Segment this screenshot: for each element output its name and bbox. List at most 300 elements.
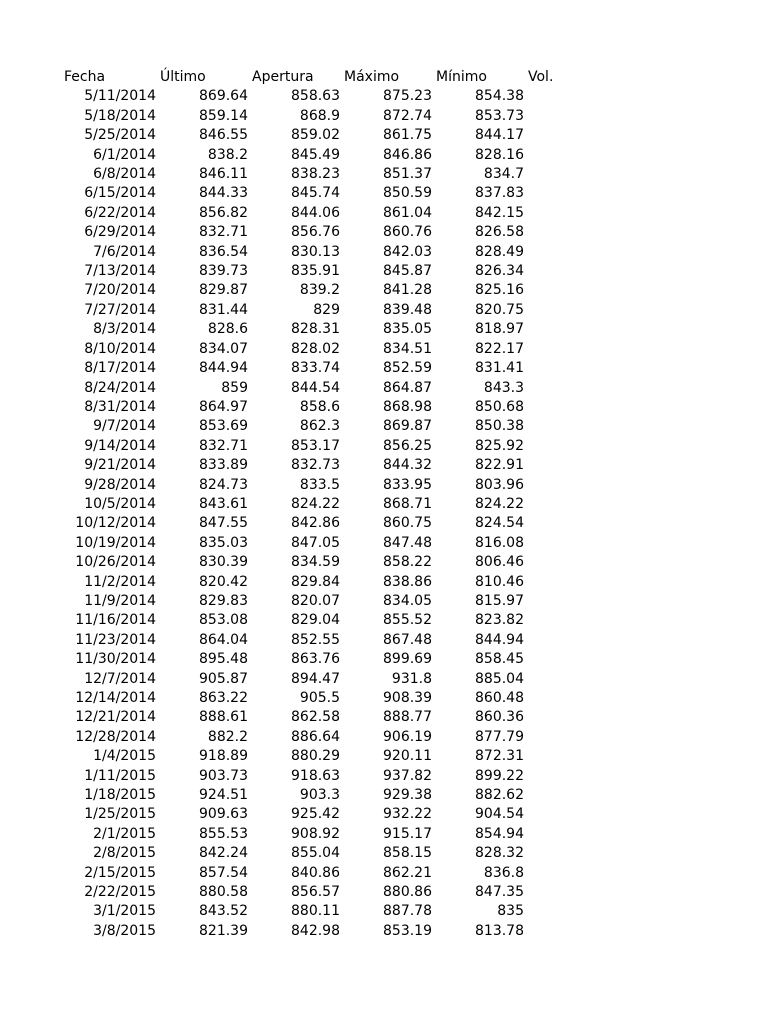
cell-minimo: 853.73 (475, 107, 524, 124)
cell-minimo: 844.17 (475, 127, 524, 144)
cell-maximo: 868.98 (383, 398, 432, 415)
cell-ultimo: 820.42 (199, 573, 248, 590)
cell-apertura: 855.04 (291, 845, 340, 862)
cell-fecha: 10/5/2014 (84, 495, 156, 512)
cell-maximo: 899.69 (383, 651, 432, 668)
cell-ultimo: 905.87 (199, 670, 248, 687)
cell-vol (524, 883, 584, 902)
cell-ultimo: 864.04 (199, 631, 248, 648)
cell-maximo: 852.59 (383, 360, 432, 377)
cell-maximo: 915.17 (383, 825, 432, 842)
cell-fecha: 10/19/2014 (75, 534, 156, 551)
cell-ultimo: 857.54 (199, 864, 248, 881)
cell-ultimo: 833.89 (199, 457, 248, 474)
cell-vol (524, 553, 584, 572)
cell-fecha: 8/3/2014 (93, 321, 156, 338)
cell-maximo: 872.74 (383, 107, 432, 124)
cell-vol (524, 223, 584, 242)
cell-maximo: 850.59 (383, 185, 432, 202)
cell-minimo: 850.38 (475, 418, 524, 435)
cell-fecha: 10/12/2014 (75, 515, 156, 532)
cell-apertura: 838.23 (291, 166, 340, 183)
table-row (60, 767, 584, 786)
cell-vol (524, 844, 584, 863)
cell-maximo: 833.95 (383, 476, 432, 493)
table-row (60, 495, 584, 514)
cell-vol (524, 650, 584, 669)
cell-vol (524, 767, 584, 786)
table-row (60, 437, 584, 456)
cell-fecha: 7/6/2014 (93, 243, 156, 260)
cell-apertura: 840.86 (291, 864, 340, 881)
cell-fecha: 5/25/2014 (84, 127, 156, 144)
cell-fecha: 12/14/2014 (75, 690, 156, 706)
cell-minimo: 844.94 (475, 631, 524, 648)
cell-vol (524, 437, 584, 456)
cell-maximo: 932.22 (383, 806, 432, 823)
cell-ultimo: 830.39 (199, 554, 248, 571)
cell-vol (524, 126, 584, 145)
cell-fecha: 2/22/2015 (84, 884, 156, 901)
cell-maximo: 858.15 (383, 845, 432, 862)
cell-minimo: 834.7 (483, 166, 524, 183)
cell-minimo: 831.41 (475, 360, 524, 377)
cell-ultimo: 847.55 (199, 515, 248, 532)
table-row (60, 689, 584, 708)
cell-maximo: 839.48 (383, 301, 432, 318)
cell-apertura: 829.04 (291, 612, 340, 629)
price-history-table (60, 68, 584, 941)
cell-minimo: 815.97 (475, 592, 524, 609)
spreadsheet (60, 68, 584, 941)
table-row (60, 922, 584, 941)
cell-minimo: 836.8 (483, 864, 524, 881)
cell-fecha: 12/7/2014 (84, 670, 156, 687)
table-row (60, 476, 584, 495)
cell-minimo: 877.79 (475, 728, 524, 745)
cell-maximo: 929.38 (383, 787, 432, 804)
cell-maximo: 867.48 (383, 631, 432, 648)
cell-vol (524, 398, 584, 417)
cell-vol (524, 708, 584, 727)
cell-fecha: 9/21/2014 (84, 457, 156, 474)
table-row (60, 379, 584, 398)
table-row (60, 553, 584, 572)
cell-vol (524, 786, 584, 805)
cell-ultimo: 838.2 (207, 146, 248, 163)
cell-vol (524, 534, 584, 553)
cell-ultimo: 869.64 (199, 88, 248, 105)
cell-minimo: 824.54 (475, 515, 524, 532)
cell-ultimo: 834.07 (199, 340, 248, 357)
cell-maximo: 906.19 (383, 728, 432, 745)
table-row (60, 165, 584, 184)
cell-apertura: 845.74 (291, 185, 340, 202)
cell-ultimo: 832.71 (199, 437, 248, 454)
table-row (60, 728, 584, 747)
cell-apertura: 903.3 (299, 787, 340, 804)
cell-apertura: 908.92 (291, 825, 340, 842)
cell-apertura: 886.64 (291, 728, 340, 745)
table-row (60, 456, 584, 475)
cell-ultimo: 846.11 (199, 166, 248, 183)
cell-minimo: 904.54 (475, 806, 524, 823)
cell-vol (524, 417, 584, 436)
cell-apertura: 842.98 (291, 922, 340, 939)
cell-apertura: 845.49 (291, 146, 340, 163)
cell-vol (524, 631, 584, 650)
table-row (60, 359, 584, 378)
table-row (60, 262, 584, 281)
cell-apertura: 835.91 (291, 263, 340, 280)
cell-apertura: 858.6 (299, 398, 340, 415)
cell-maximo: 869.87 (383, 418, 432, 435)
table-row (60, 146, 584, 165)
cell-fecha: 1/11/2015 (84, 767, 156, 784)
cell-ultimo: 856.82 (199, 204, 248, 221)
header-apertura: Apertura (252, 69, 314, 85)
cell-minimo: 825.92 (475, 437, 524, 454)
header-fecha: Fecha (64, 69, 106, 85)
cell-apertura: 828.31 (291, 321, 340, 338)
cell-minimo: 828.32 (475, 845, 524, 862)
cell-minimo: 854.38 (475, 88, 524, 105)
table-row (60, 592, 584, 611)
cell-maximo: 842.03 (383, 243, 432, 260)
table-row (60, 320, 584, 339)
cell-fecha: 2/8/2015 (93, 845, 156, 862)
cell-ultimo: 828.6 (207, 321, 248, 338)
cell-apertura: 824.22 (291, 495, 340, 512)
cell-ultimo: 835.03 (199, 534, 248, 551)
cell-vol (524, 204, 584, 223)
cell-ultimo: 882.2 (207, 728, 248, 745)
cell-apertura: 856.57 (291, 884, 340, 901)
cell-ultimo: 842.24 (199, 845, 248, 862)
cell-vol (524, 728, 584, 747)
cell-vol (524, 611, 584, 630)
cell-fecha: 7/20/2014 (84, 282, 156, 299)
cell-vol (524, 107, 584, 126)
cell-apertura: 830.13 (291, 243, 340, 260)
cell-vol (524, 573, 584, 592)
cell-apertura: 832.73 (291, 457, 340, 474)
table-row (60, 87, 584, 106)
cell-vol (524, 864, 584, 883)
cell-apertura: 868.9 (299, 107, 340, 124)
cell-ultimo: 918.89 (199, 748, 248, 765)
cell-fecha: 7/13/2014 (84, 263, 156, 280)
cell-minimo: 860.48 (475, 690, 524, 706)
table-row (60, 747, 584, 766)
cell-vol (524, 456, 584, 475)
cell-vol (524, 301, 584, 320)
cell-maximo: 868.71 (383, 495, 432, 512)
cell-minimo: 854.94 (475, 825, 524, 842)
cell-apertura: 820.07 (291, 592, 340, 609)
cell-fecha: 3/8/2015 (93, 922, 156, 939)
cell-minimo: 847.35 (475, 884, 524, 901)
cell-minimo: 813.78 (475, 922, 524, 939)
cell-ultimo: 844.33 (199, 185, 248, 202)
table-row (60, 864, 584, 883)
cell-apertura: 834.59 (291, 554, 340, 571)
cell-ultimo: 888.61 (199, 709, 248, 726)
cell-minimo: 872.31 (475, 748, 524, 765)
cell-apertura: 862.58 (291, 709, 340, 726)
cell-apertura: 828.02 (291, 340, 340, 357)
cell-maximo: 860.75 (383, 515, 432, 532)
cell-fecha: 9/7/2014 (93, 418, 156, 435)
table-row (60, 514, 584, 533)
cell-maximo: 860.76 (383, 224, 432, 241)
cell-maximo: 880.86 (383, 884, 432, 901)
table-row (60, 786, 584, 805)
cell-ultimo: 844.94 (199, 360, 248, 377)
header-maximo: Máximo (344, 69, 400, 85)
cell-ultimo: 880.58 (199, 884, 248, 901)
cell-minimo: 820.75 (475, 301, 524, 318)
cell-ultimo: 824.73 (199, 476, 248, 493)
cell-apertura: 862.3 (299, 418, 340, 435)
cell-ultimo: 839.73 (199, 263, 248, 280)
cell-fecha: 8/24/2014 (84, 379, 156, 396)
cell-maximo: 841.28 (383, 282, 432, 299)
cell-apertura: 859.02 (291, 127, 340, 144)
table-row (60, 650, 584, 669)
cell-fecha: 1/4/2015 (93, 748, 156, 765)
cell-ultimo: 831.44 (199, 301, 248, 318)
cell-apertura: 833.5 (299, 476, 340, 493)
cell-fecha: 9/14/2014 (84, 437, 156, 454)
cell-minimo: 835 (497, 903, 524, 920)
cell-minimo: 843.3 (483, 379, 524, 396)
cell-ultimo: 836.54 (199, 243, 248, 260)
cell-apertura: 829 (313, 301, 340, 318)
cell-apertura: 880.29 (291, 748, 340, 765)
cell-minimo: 899.22 (475, 767, 524, 784)
cell-minimo: 825.16 (475, 282, 524, 299)
cell-vol (524, 165, 584, 184)
cell-maximo: 908.39 (383, 690, 432, 706)
cell-ultimo: 853.69 (199, 418, 248, 435)
cell-fecha: 6/1/2014 (93, 146, 156, 163)
table-row (60, 611, 584, 630)
cell-minimo: 824.22 (475, 495, 524, 512)
cell-fecha: 6/15/2014 (84, 185, 156, 202)
cell-vol (524, 922, 584, 941)
table-row (60, 631, 584, 650)
table-row (60, 204, 584, 223)
table-row (60, 805, 584, 824)
cell-apertura: 863.76 (291, 651, 340, 668)
cell-apertura: 925.42 (291, 806, 340, 823)
cell-minimo: 885.04 (475, 670, 524, 687)
cell-minimo: 826.58 (475, 224, 524, 241)
cell-vol (524, 689, 584, 708)
cell-vol (524, 902, 584, 921)
cell-minimo: 818.97 (475, 321, 524, 338)
cell-ultimo: 855.53 (199, 825, 248, 842)
cell-vol (524, 340, 584, 359)
table-row (60, 883, 584, 902)
cell-apertura: 852.55 (291, 631, 340, 648)
table-row (60, 281, 584, 300)
cell-maximo: 887.78 (383, 903, 432, 920)
header-vol: Vol. (528, 69, 554, 85)
cell-apertura: 829.84 (291, 573, 340, 590)
cell-fecha: 8/31/2014 (84, 398, 156, 415)
cell-maximo: 888.77 (383, 709, 432, 726)
cell-minimo: 860.36 (475, 709, 524, 726)
cell-minimo: 828.49 (475, 243, 524, 260)
cell-fecha: 7/27/2014 (84, 301, 156, 318)
cell-apertura: 905.5 (299, 690, 340, 706)
cell-apertura: 918.63 (291, 767, 340, 784)
cell-maximo: 856.25 (383, 437, 432, 454)
cell-fecha: 11/9/2014 (84, 592, 156, 609)
table-body (60, 87, 584, 941)
cell-minimo: 850.68 (475, 398, 524, 415)
cell-maximo: 834.05 (383, 592, 432, 609)
cell-minimo: 806.46 (475, 554, 524, 571)
cell-fecha: 5/18/2014 (84, 107, 156, 124)
cell-ultimo: 924.51 (199, 787, 248, 804)
cell-apertura: 842.86 (291, 515, 340, 532)
table-row (60, 417, 584, 436)
cell-vol (524, 262, 584, 281)
cell-ultimo: 853.08 (199, 612, 248, 629)
table-row (60, 398, 584, 417)
cell-maximo: 937.82 (383, 767, 432, 784)
table-row (60, 534, 584, 553)
cell-vol (524, 184, 584, 203)
cell-apertura: 833.74 (291, 360, 340, 377)
cell-vol (524, 805, 584, 824)
cell-apertura: 880.11 (291, 903, 340, 920)
cell-fecha: 1/25/2015 (84, 806, 156, 823)
cell-maximo: 853.19 (383, 922, 432, 939)
cell-ultimo: 859 (221, 379, 248, 396)
cell-maximo: 920.11 (383, 748, 432, 765)
cell-maximo: 861.75 (383, 127, 432, 144)
table-row (60, 902, 584, 921)
table-row (60, 844, 584, 863)
cell-ultimo: 829.87 (199, 282, 248, 299)
cell-maximo: 855.52 (383, 612, 432, 629)
cell-maximo: 838.86 (383, 573, 432, 590)
cell-apertura: 856.76 (291, 224, 340, 241)
cell-vol (524, 514, 584, 533)
cell-apertura: 853.17 (291, 437, 340, 454)
cell-minimo: 822.91 (475, 457, 524, 474)
cell-fecha: 5/11/2014 (84, 88, 156, 105)
cell-vol (524, 359, 584, 378)
cell-vol (524, 592, 584, 611)
cell-apertura: 839.2 (299, 282, 340, 299)
table-row (60, 223, 584, 242)
table-row (60, 825, 584, 844)
table-row (60, 107, 584, 126)
cell-fecha: 8/10/2014 (84, 340, 156, 357)
table-row (60, 573, 584, 592)
cell-vol (524, 747, 584, 766)
cell-vol (524, 281, 584, 300)
cell-minimo: 858.45 (475, 651, 524, 668)
cell-minimo: 810.46 (475, 573, 524, 590)
cell-fecha: 11/16/2014 (75, 612, 156, 629)
cell-ultimo: 832.71 (199, 224, 248, 241)
cell-maximo: 862.21 (383, 864, 432, 881)
cell-maximo: 834.51 (383, 340, 432, 357)
cell-minimo: 828.16 (475, 146, 524, 163)
cell-fecha: 10/26/2014 (75, 554, 156, 571)
cell-apertura: 894.47 (291, 670, 340, 687)
cell-vol (524, 379, 584, 398)
cell-ultimo: 843.52 (199, 903, 248, 920)
cell-minimo: 837.83 (475, 185, 524, 202)
cell-vol (524, 476, 584, 495)
cell-ultimo: 909.63 (199, 806, 248, 823)
cell-fecha: 1/18/2015 (84, 787, 156, 804)
cell-ultimo: 859.14 (199, 107, 248, 124)
cell-minimo: 823.82 (475, 612, 524, 629)
cell-fecha: 11/23/2014 (75, 631, 156, 648)
cell-fecha: 6/22/2014 (84, 204, 156, 221)
cell-fecha: 12/21/2014 (75, 709, 156, 726)
cell-maximo: 931.8 (391, 670, 432, 687)
cell-maximo: 861.04 (383, 204, 432, 221)
cell-maximo: 847.48 (383, 534, 432, 551)
cell-fecha: 11/30/2014 (75, 651, 156, 668)
cell-apertura: 858.63 (291, 88, 340, 105)
table-row (60, 126, 584, 145)
cell-maximo: 845.87 (383, 263, 432, 280)
table-row (60, 301, 584, 320)
cell-ultimo: 863.22 (199, 690, 248, 706)
cell-minimo: 816.08 (475, 534, 524, 551)
cell-vol (524, 495, 584, 514)
cell-ultimo: 903.73 (199, 767, 248, 784)
cell-maximo: 835.05 (383, 321, 432, 338)
cell-minimo: 842.15 (475, 204, 524, 221)
cell-fecha: 3/1/2015 (93, 903, 156, 920)
cell-minimo: 826.34 (475, 263, 524, 280)
cell-maximo: 851.37 (383, 166, 432, 183)
table-row (60, 184, 584, 203)
cell-vol (524, 670, 584, 689)
cell-maximo: 864.87 (383, 379, 432, 396)
cell-maximo: 858.22 (383, 554, 432, 571)
cell-minimo: 882.62 (475, 787, 524, 804)
cell-maximo: 846.86 (383, 146, 432, 163)
cell-ultimo: 821.39 (199, 922, 248, 939)
header-ultimo: Último (160, 69, 206, 85)
cell-vol (524, 87, 584, 106)
cell-minimo: 822.17 (475, 340, 524, 357)
cell-apertura: 847.05 (291, 534, 340, 551)
cell-apertura: 844.06 (291, 204, 340, 221)
header-minimo: Mínimo (436, 69, 487, 85)
cell-fecha: 12/28/2014 (75, 728, 156, 745)
cell-ultimo: 864.97 (199, 398, 248, 415)
cell-ultimo: 846.55 (199, 127, 248, 144)
cell-vol (524, 320, 584, 339)
cell-vol (524, 146, 584, 165)
cell-fecha: 2/15/2015 (84, 864, 156, 881)
table-row (60, 243, 584, 262)
cell-fecha: 6/29/2014 (84, 224, 156, 241)
